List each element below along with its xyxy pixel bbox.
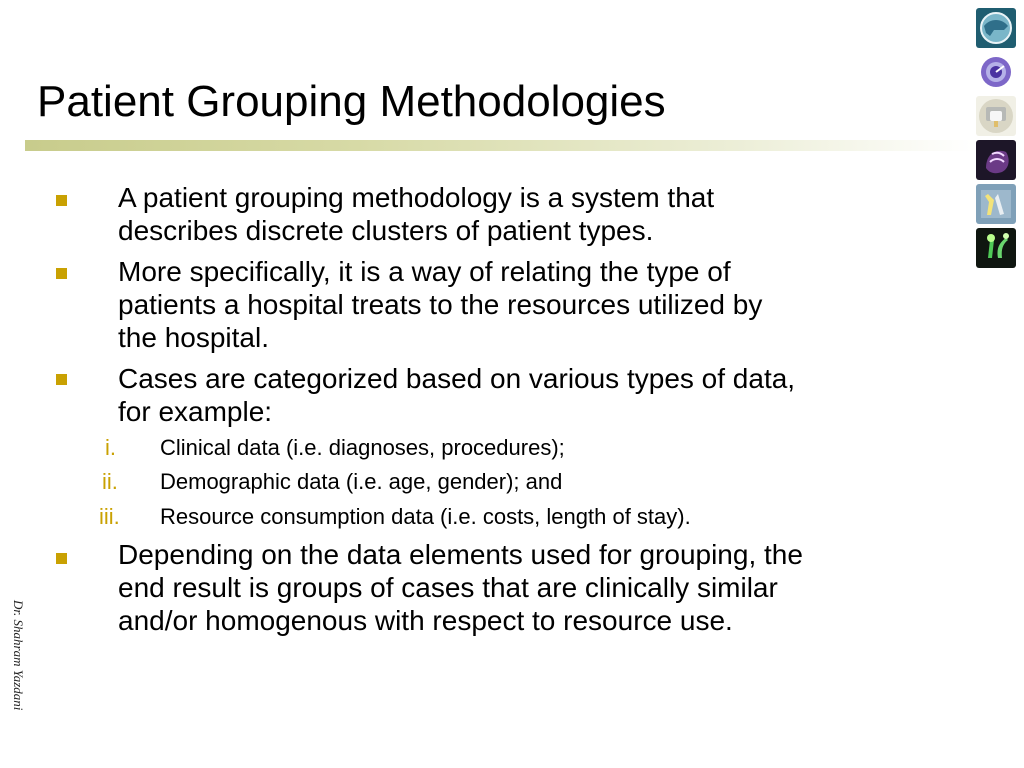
bullet-2-line-1: More specifically, it is a way of relating the type of bbox=[118, 256, 731, 287]
bullet-marker-1 bbox=[56, 195, 67, 206]
bullet-1 bbox=[118, 181, 963, 247]
bullet-2 bbox=[118, 255, 963, 354]
medication-icon bbox=[976, 96, 1016, 136]
bullet-3-line-1: Cases are categorized based on various types of data, bbox=[118, 363, 796, 394]
bullet-4-line-3: and/or homogenous with respect to resource use. bbox=[118, 605, 733, 636]
globe-icon bbox=[976, 8, 1016, 48]
bullet-2-line-2: patients a hospital treats to the resources utilized by bbox=[118, 289, 763, 320]
subitem-marker-2: ii. bbox=[102, 469, 118, 494]
bullet-3 bbox=[118, 362, 963, 428]
microscope-icon bbox=[976, 228, 1016, 268]
clock-icon bbox=[976, 52, 1016, 92]
author-watermark: Dr. Shahram Yazdani bbox=[11, 600, 26, 711]
xray-icon bbox=[976, 184, 1016, 224]
bullet-marker-2 bbox=[56, 268, 67, 279]
bullet-4 bbox=[118, 538, 963, 637]
brain-scan-icon bbox=[976, 140, 1016, 180]
bullet-marker-4 bbox=[56, 553, 67, 564]
bullet-2-line-3: the hospital. bbox=[118, 322, 269, 353]
bullet-4-line-1: Depending on the data elements used for grouping, the bbox=[118, 539, 803, 570]
subitem-marker-3: iii. bbox=[99, 504, 120, 529]
bullet-1-line-1: A patient grouping methodology is a system that bbox=[118, 182, 715, 213]
subitem-marker-1: i. bbox=[105, 435, 116, 460]
bullet-marker-3 bbox=[56, 374, 67, 385]
subitem-3: Resource consumption data (i.e. costs, length of stay). bbox=[160, 504, 691, 529]
slide-title: Patient Grouping Methodologies bbox=[37, 77, 666, 126]
subitem-1: Clinical data (i.e. diagnoses, procedures); bbox=[160, 435, 565, 460]
bullet-1-line-2: describes discrete clusters of patient types. bbox=[118, 215, 654, 246]
bullet-4-line-2: end result is groups of cases that are clinically similar bbox=[118, 572, 778, 603]
bullet-3-line-2: for example: bbox=[118, 396, 273, 427]
subitem-2: Demographic data (i.e. age, gender); and bbox=[160, 469, 563, 494]
